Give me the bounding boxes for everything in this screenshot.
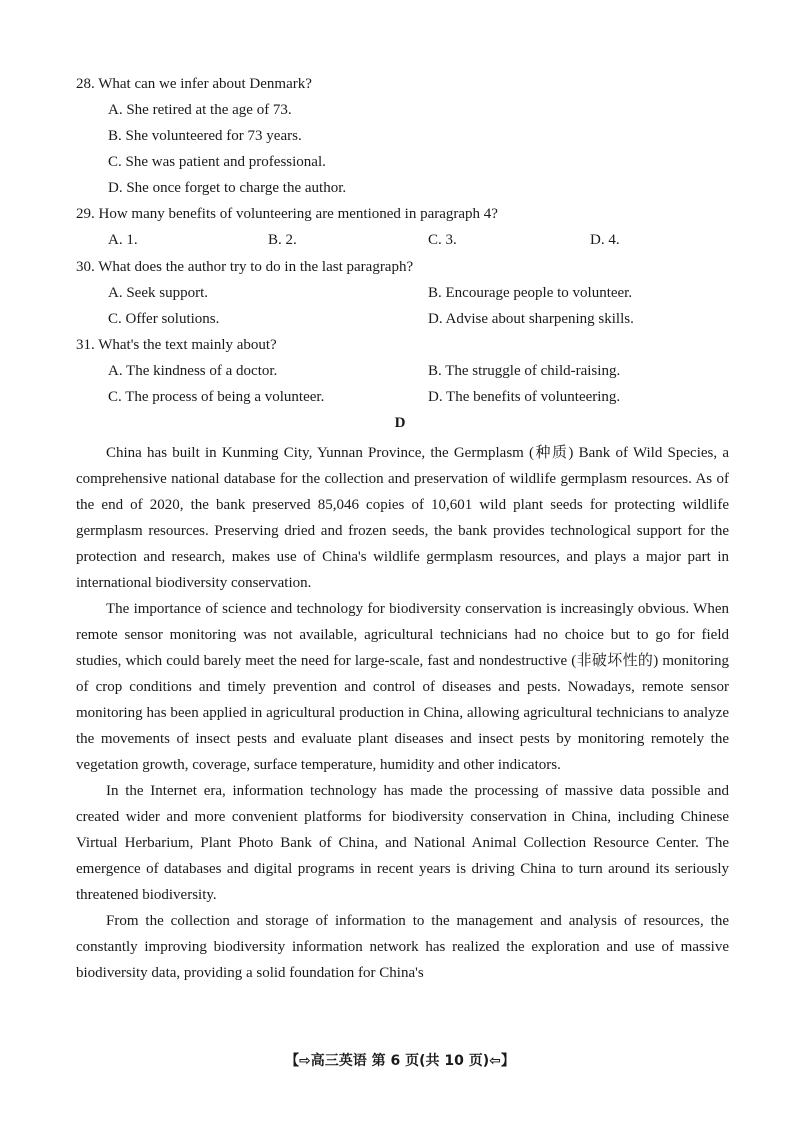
question-30-option-c: C. Offer solutions.: [108, 311, 220, 327]
question-31-option-b: B. The struggle of child-raising.: [428, 363, 621, 379]
question-29-option-d: D. 4.: [590, 232, 620, 248]
question-28-option-d: D. She once forget to charge the author.: [108, 180, 347, 196]
passage-paragraph-4: From the collection and storage of information to the management and analysis of resources, the constantly improving biodiversity information network has realized the exploration and use of massive biodiversity data, providing a solid foundation for China's: [76, 913, 729, 981]
question-30-option-d: D. Advise about sharpening skills.: [428, 311, 634, 327]
question-31-option-c: C. The process of being a volunteer.: [108, 389, 325, 405]
page-footer: 【⇨高三英语 第 6 页(共 10 页)⇦】: [285, 1053, 515, 1069]
section-title: D: [394, 415, 406, 431]
question-31-option-d: D. The benefits of volunteering.: [428, 389, 621, 405]
question-28-option-a: A. She retired at the age of 73.: [108, 102, 292, 118]
question-29-option-c: C. 3.: [428, 232, 457, 248]
question-29-option-a: A. 1.: [108, 232, 138, 248]
question-28-option-c: C. She was patient and professional.: [108, 154, 326, 170]
question-30-stem: 30. What does the author try to do in the last paragraph?: [76, 259, 414, 275]
passage-paragraph-3: In the Internet era, information technology has made the processing of massive data possible and created wider and more convenient platforms for biodiversity conservation in China, including Chinese Virtual Herbarium, Plant Photo Bank of China, and National Animal Collection Resource Center. The emergence of databases and digital programs in recent years is driving China to turn around its seriously threatened biodiversity.: [76, 783, 729, 903]
passage-paragraph-2: The importance of science and technology for biodiversity conservation is increasingly obvious. When remote sensor monitoring was not available, agricultural technicians had no choice but to go for field studies, which could barely meet the need for large-scale, fast and nondestructive (非破坏性的) monitoring of crop conditions and timely prevention and control of diseases and pests. Nowadays, remote sensor monitoring has been applied in agricultural production in China, allowing agricultural technicians to analyze the movements of insect pests and evaluate plant diseases and insect pests by monitoring remotely the vegetation growth, coverage, surface temperature, humidity and other indicators.: [76, 601, 729, 773]
question-28-option-b: B. She volunteered for 73 years.: [108, 128, 302, 144]
question-30-option-b: B. Encourage people to volunteer.: [428, 285, 633, 301]
reading-passage: [76, 440, 729, 986]
question-29-stem: 29. How many benefits of volunteering are mentioned in paragraph 4?: [76, 206, 498, 222]
passage-paragraph-1: China has built in Kunming City, Yunnan Province, the Germplasm (种质) Bank of Wild Species, a comprehensive national database for the collection and preservation of wildlife germplasm resources. As of the end of 2020, the bank preserved 85,046 copies of 10,601 wild plant seeds for protecting wildlife germplasm resources. Preserving dried and frozen seeds, the bank provides technological support for the protection and research, makes use of China's wildlife germplasm resources, and plays a major part in international biodiversity conservation.: [76, 445, 729, 591]
question-29-option-b: B. 2.: [268, 232, 297, 248]
question-28-stem: 28. What can we infer about Denmark?: [76, 76, 312, 92]
question-30-option-a: A. Seek support.: [108, 285, 208, 301]
question-31-option-a: A. The kindness of a doctor.: [108, 363, 278, 379]
question-31-stem: 31. What's the text mainly about?: [76, 337, 277, 353]
